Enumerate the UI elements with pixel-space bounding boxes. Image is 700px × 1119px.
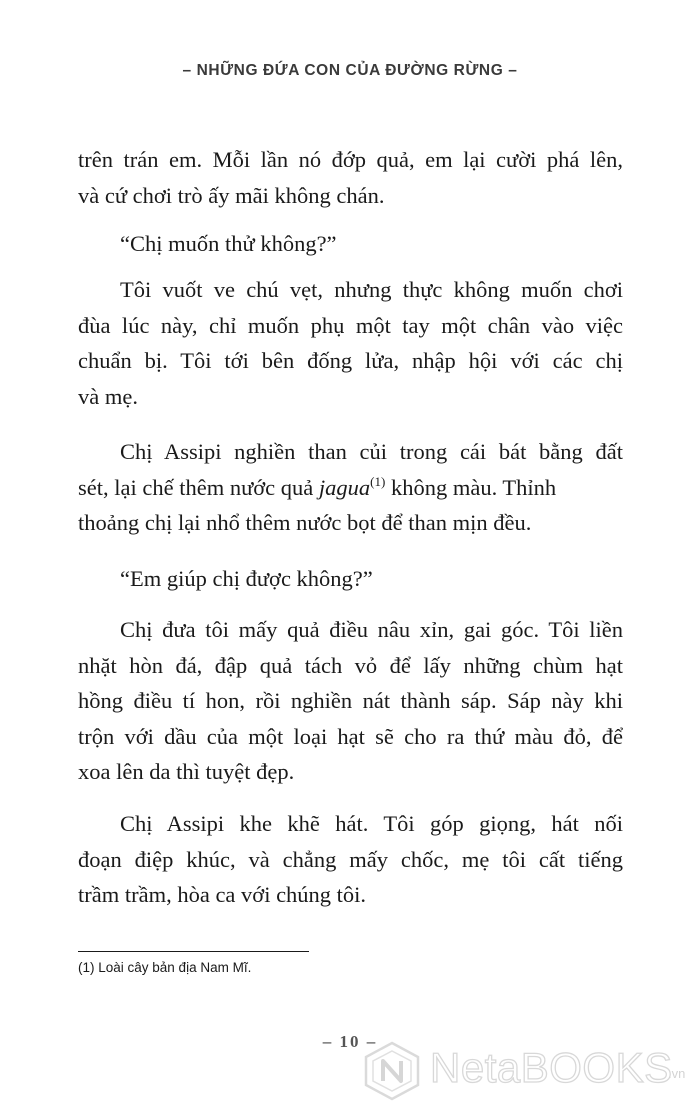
paragraph-2 xyxy=(78,226,623,262)
italic-term: jagua xyxy=(318,474,371,500)
footnote-marker: (1) xyxy=(370,473,386,489)
paragraph-4 xyxy=(78,434,623,541)
text-line: thoảng chị lại nhổ thêm nước bọt để than mịn đều. xyxy=(78,510,532,535)
text-line: Chị Assipi nghiền than củi trong cái bát bằng đất xyxy=(120,439,623,464)
text-line: trộn với dầu của một loại hạt sẽ cho ra thứ màu đỏ, để xyxy=(78,723,623,749)
paragraph-6 xyxy=(78,612,623,790)
paragraph-1 xyxy=(78,142,623,213)
text-line: và cứ chơi trò ấy mãi không chán. xyxy=(78,182,385,208)
text-line: Tôi vuốt ve chú vẹt, nhưng thực không muốn chơi xyxy=(120,277,623,302)
text-line: chuẩn bị. Tôi tới bên đống lửa, nhập hội với các chị xyxy=(78,348,623,373)
text-line: và mẹ. xyxy=(78,383,138,409)
watermark xyxy=(362,1036,697,1106)
text-line: “Chị muốn thử không?” xyxy=(120,231,337,256)
page-number: – 10 – xyxy=(322,1032,378,1051)
paragraph-5 xyxy=(78,561,623,597)
text-line: nhặt hòn đá, đập quả tách vỏ để lấy những chùm hạt xyxy=(78,652,623,678)
paragraph-7 xyxy=(78,806,623,913)
netabooks-logo-icon xyxy=(362,1040,422,1102)
text-line: hồng điều tí hon, rồi nghiền nát thành sáp. Sáp này khi xyxy=(78,688,623,713)
text-line: “Em giúp chị được không?” xyxy=(120,566,373,591)
text-line: đoạn điệp khúc, và chẳng mấy chốc, mẹ tôi cất tiếng xyxy=(78,846,623,872)
text-line: trên trán em. Mỗi lần nó đớp quả, em lại cười phá lên, xyxy=(78,147,623,172)
footnote-divider xyxy=(78,951,309,952)
running-header: – NHỮNG ĐỨA CON CỦA ĐƯỜNG RỪNG – xyxy=(182,62,518,79)
text-line: trầm trầm, hòa ca với chúng tôi. xyxy=(78,882,367,907)
text-line: đùa lúc này, chỉ muốn phụ một tay một chân vào việc xyxy=(78,312,623,338)
paragraph-3 xyxy=(78,272,623,414)
text-segment: không màu. Thỉnh xyxy=(390,474,557,500)
text-segment: sét, lại chế thêm nước quả xyxy=(78,474,314,500)
text-line: xoa lên da thì tuyệt đẹp. xyxy=(78,759,295,784)
text-line xyxy=(78,470,623,506)
text-line: Chị Assipi khe khẽ hát. Tôi góp giọng, hát nối xyxy=(120,811,623,836)
watermark-brand: NetaBOOKS xyxy=(430,1044,673,1091)
footnote: (1) Loài cây bản địa Nam Mĩ. xyxy=(78,960,252,975)
watermark-domain: .vn xyxy=(668,1066,686,1081)
text-line: Chị đưa tôi mấy quả điều nâu xỉn, gai góc. Tôi liền xyxy=(120,617,623,642)
